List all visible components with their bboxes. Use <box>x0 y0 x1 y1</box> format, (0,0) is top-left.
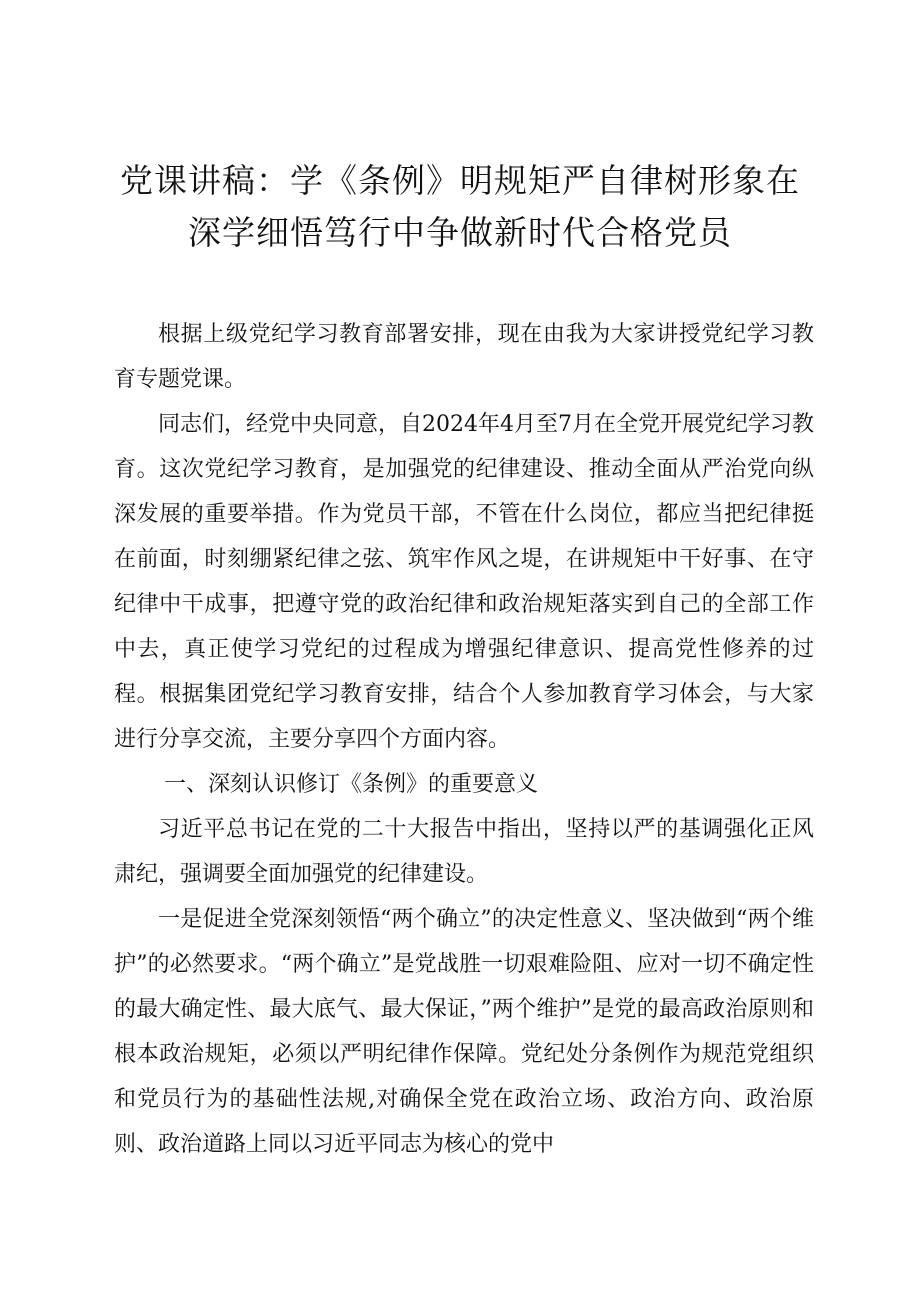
background-paragraph: 同志们，经党中央同意，自2024年4月至7月在全党开展党纪学习教育。这次党纪学习教育，是加强党的纪律建设、推动全面从严治党向纵深发展的重要举措。作为党员干部，不管在什么岗位，都应当把纪律挺在前面，时刻绷紧纪律之弦、筑牢作风之堤，在讲规矩中干好事、在守纪律中干成事，把遵守党的政治纪律和政治规矩落实到自己的全部工作中去，真正使学习党纪的过程成为增强纪律意识、提高党性修养的过程。根据集团党纪学习教育安排，结合个人参加教育学习体会，与大家进行分享交流，主要分享四个方面内容。 <box>114 412 814 752</box>
section-paragraph: 习近平总书记在党的二十大报告中指出，坚持以严的基调强化正风肃纪，强调要全面加强党的纪律建设。 <box>114 817 814 887</box>
section-heading: 一、深刻认识修订《条例》的重要意义 <box>164 772 539 797</box>
title-line-1: 党课讲稿：学《条例》明规矩严自律树形象在 <box>120 161 800 200</box>
title-line-2: 深学细悟笃行中争做新时代合格党员 <box>188 213 732 252</box>
document-body <box>114 312 814 1167</box>
intro-paragraph: 根据上级党纪学习教育部署安排，现在由我为大家讲授党纪学习教育专题党课。 <box>114 322 814 392</box>
section-paragraph: 一是促进全党深刻领悟“两个确立”的决定性意义、坚决做到“两个维护”的必然要求。“两个确立”是党战胜一切艰难险阻、应对一切不确定性的最大确定性、最大底气、最大保证，”两个维护”是党的最高政治原则和根本政治规矩，必须以严明纪律作保障。党纪处分条例作为规范党组织和党员行为的基础性法规,对确保全党在政治立场、政治方向、政治原则、政治道路上同以习近平同志为核心的党中 <box>114 907 814 1157</box>
document-title <box>60 155 860 259</box>
